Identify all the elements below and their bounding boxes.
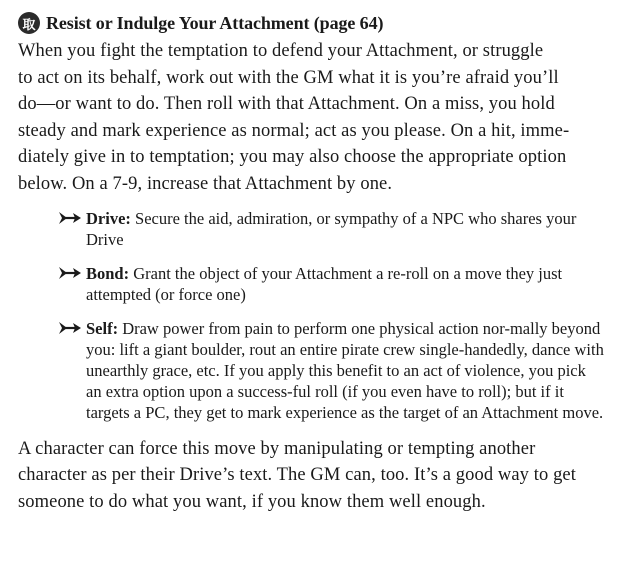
- option-text: Grant the object of your Attachment a re-roll on a move they just attempted (or force one): [86, 263, 563, 304]
- option-name: Drive:: [86, 208, 131, 228]
- move-page: [18, 10, 618, 515]
- arrow-icon: [58, 319, 82, 337]
- arrow-icon: [58, 264, 82, 282]
- option-name: Bond:: [86, 263, 130, 283]
- closing-paragraph: A character can force this move by manipulating or tempting another character as per their Drive’s text. The GM can, too. It’s a good way to get someone to do what you want, if you know them well enough.: [18, 438, 576, 512]
- option-text: Secure the aid, admiration, or sympathy of a NPC who shares your Drive: [86, 208, 577, 249]
- seal-icon: 取: [18, 12, 40, 34]
- move-title: Resist or Indulge Your Attachment (page 64): [46, 12, 384, 33]
- option-bond: [18, 263, 618, 305]
- move-header: [18, 10, 618, 36]
- arrow-icon: [58, 209, 82, 227]
- option-list: [18, 208, 618, 423]
- option-drive: [18, 208, 618, 250]
- option-name: Self:: [86, 318, 119, 338]
- move-description: When you fight the temptation to defend your Attachment, or struggle to act on its behalf, work out with the GM what it is you’re afraid you’ll do—or want to do. Then roll with that Attachment. On a miss, you hold steady and mark experience as normal; act as you please. On a hit, imme- diately give in to temptation; you may also choose the appropriate option below. On a 7-9, increase that Attachment by one.: [18, 41, 570, 194]
- option-self: [18, 318, 618, 423]
- option-text: Draw power from pain to perform one physical action nor-mally beyond you: lift a giant boulder, rout an entire pirate crew single-handedly, dance with unearthly grace, etc. If you apply this benefit to an act of violence, you pick an extra option upon a success-ful roll (if you even have to roll); but if it targets a PC, they get to mark experience as the target of an Attachment move.: [86, 318, 604, 422]
